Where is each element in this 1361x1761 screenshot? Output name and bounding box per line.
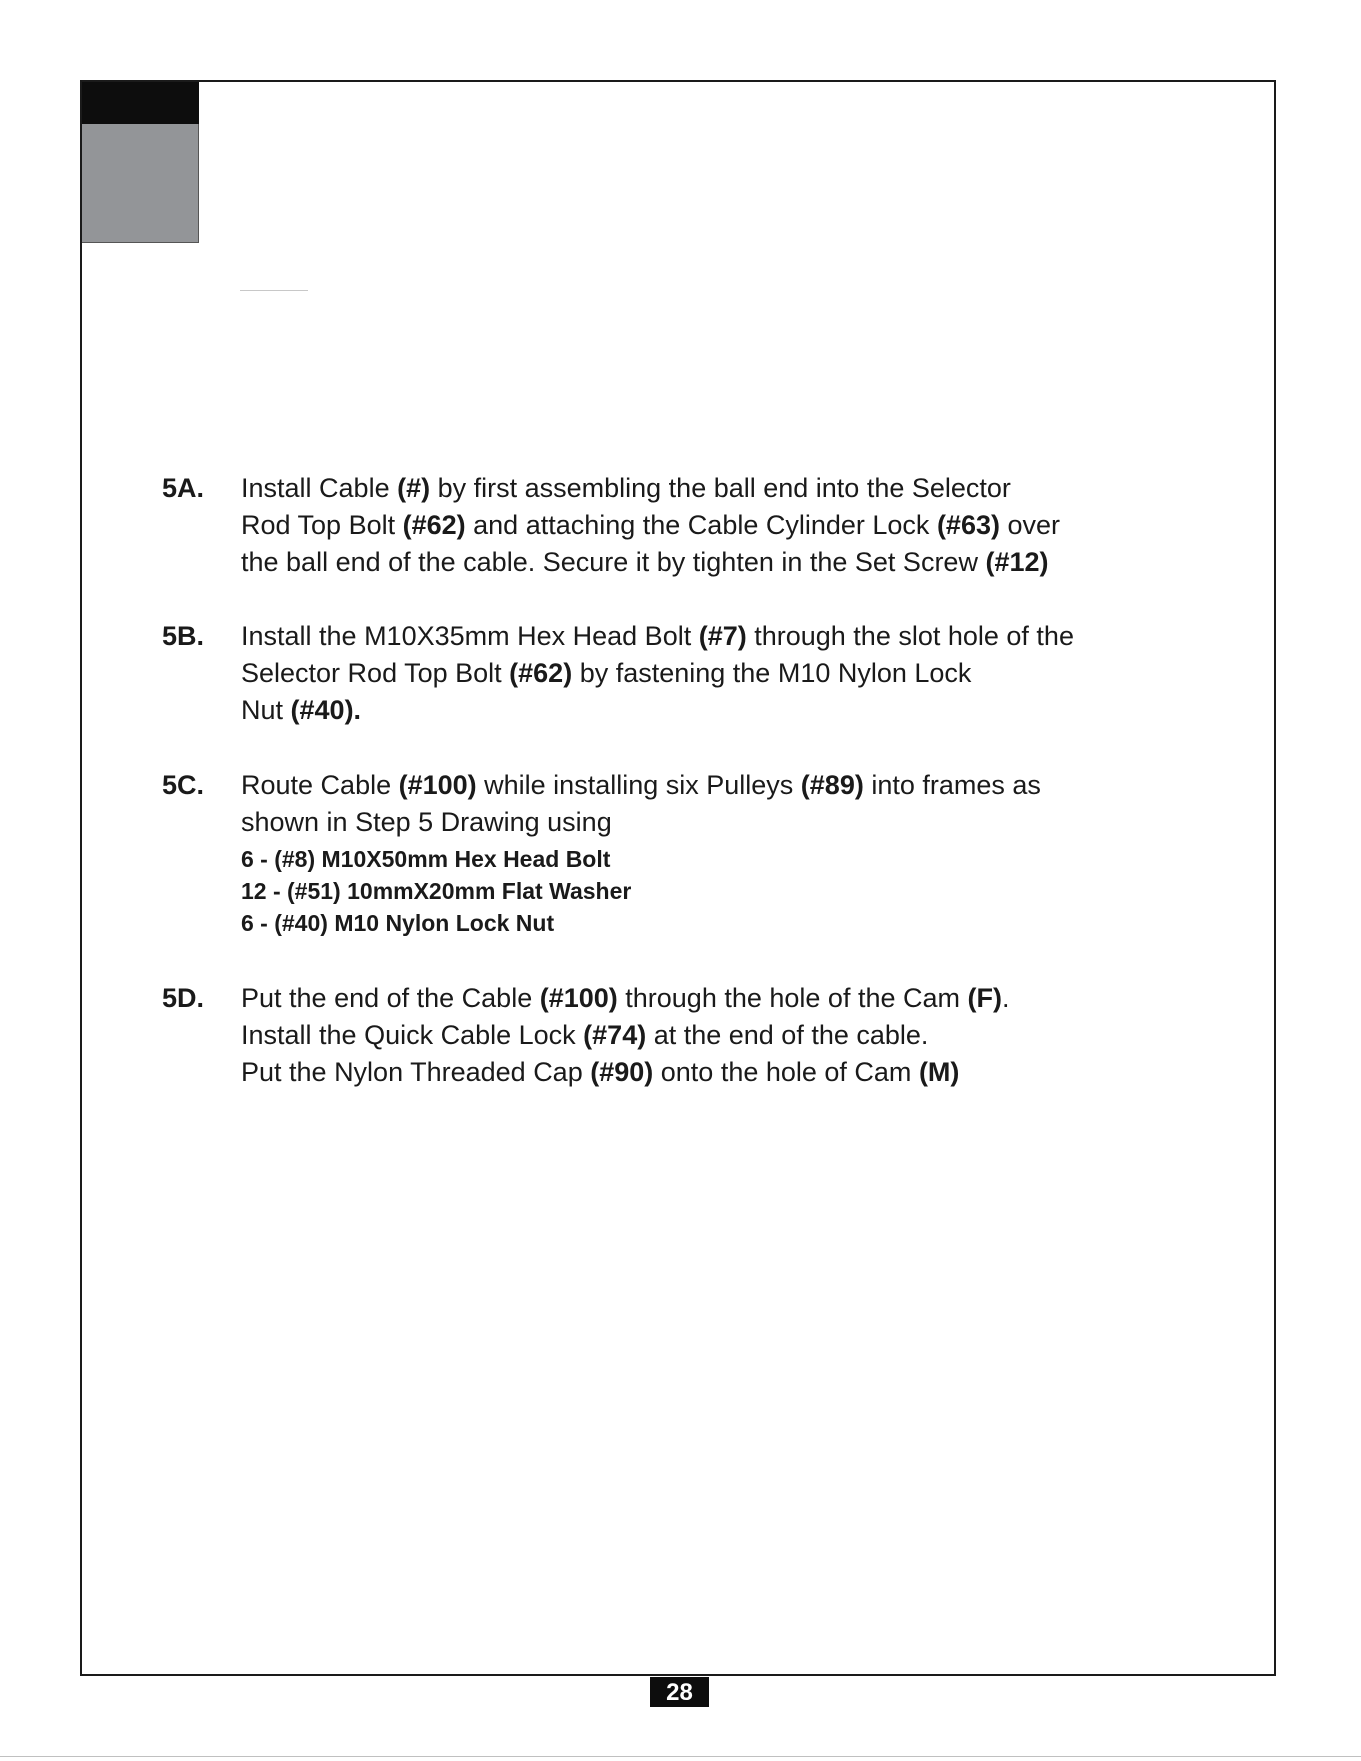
hardware-list: [241, 843, 1202, 939]
step-line: Put the Nylon Threaded Cap (#90) onto the hole of Cam (M): [241, 1057, 960, 1087]
step-line: Install the Quick Cable Lock (#74) at the end of the cable.: [241, 1020, 929, 1050]
step-body: [241, 470, 1202, 581]
step-line: Selector Rod Top Bolt (#62) by fastening the M10 Nylon Lock: [241, 658, 972, 688]
section-tab: [82, 82, 199, 243]
step-line: the ball end of the cable. Secure it by tighten in the Set Screw (#12): [241, 547, 1049, 577]
step-5a: [162, 470, 1202, 581]
section-tab-top: [82, 82, 199, 124]
step-body: [241, 980, 1202, 1091]
step-number: 5D.: [162, 983, 205, 1013]
step-line: Install the M10X35mm Hex Head Bolt (#7) through the slot hole of the: [241, 621, 1074, 651]
step-line: Install Cable (#) by first assembling the ball end into the Selector: [241, 473, 1011, 503]
step-number: 5B.: [162, 621, 205, 651]
hardware-item: 6 - (#8) M10X50mm Hex Head Bolt: [241, 846, 611, 872]
step-number: 5A.: [162, 473, 205, 503]
step-line: shown in Step 5 Drawing using: [241, 807, 612, 837]
page-number: 28: [650, 1677, 709, 1707]
step-line: Put the end of the Cable (#100) through the hole of the Cam (F).: [241, 983, 1010, 1013]
step-line: Rod Top Bolt (#62) and attaching the Cable Cylinder Lock (#63) over: [241, 510, 1060, 540]
step-body: [241, 618, 1202, 729]
footer-rule: [0, 1756, 1361, 1757]
step-body: [241, 767, 1202, 841]
page-frame: [80, 80, 1276, 1676]
step-line: Route Cable (#100) while installing six Pulleys (#89) into frames as: [241, 770, 1041, 800]
step-5b: [162, 618, 1202, 729]
step-number: 5C.: [162, 770, 205, 800]
hardware-item: 12 - (#51) 10mmX20mm Flat Washer: [241, 878, 632, 904]
title-rule: [240, 290, 308, 291]
step-5c: [162, 767, 1202, 939]
step-5d: [162, 980, 1202, 1091]
step-line: Nut (#40).: [241, 695, 362, 725]
section-tab-body: [82, 124, 199, 243]
hardware-item: 6 - (#40) M10 Nylon Lock Nut: [241, 910, 555, 936]
